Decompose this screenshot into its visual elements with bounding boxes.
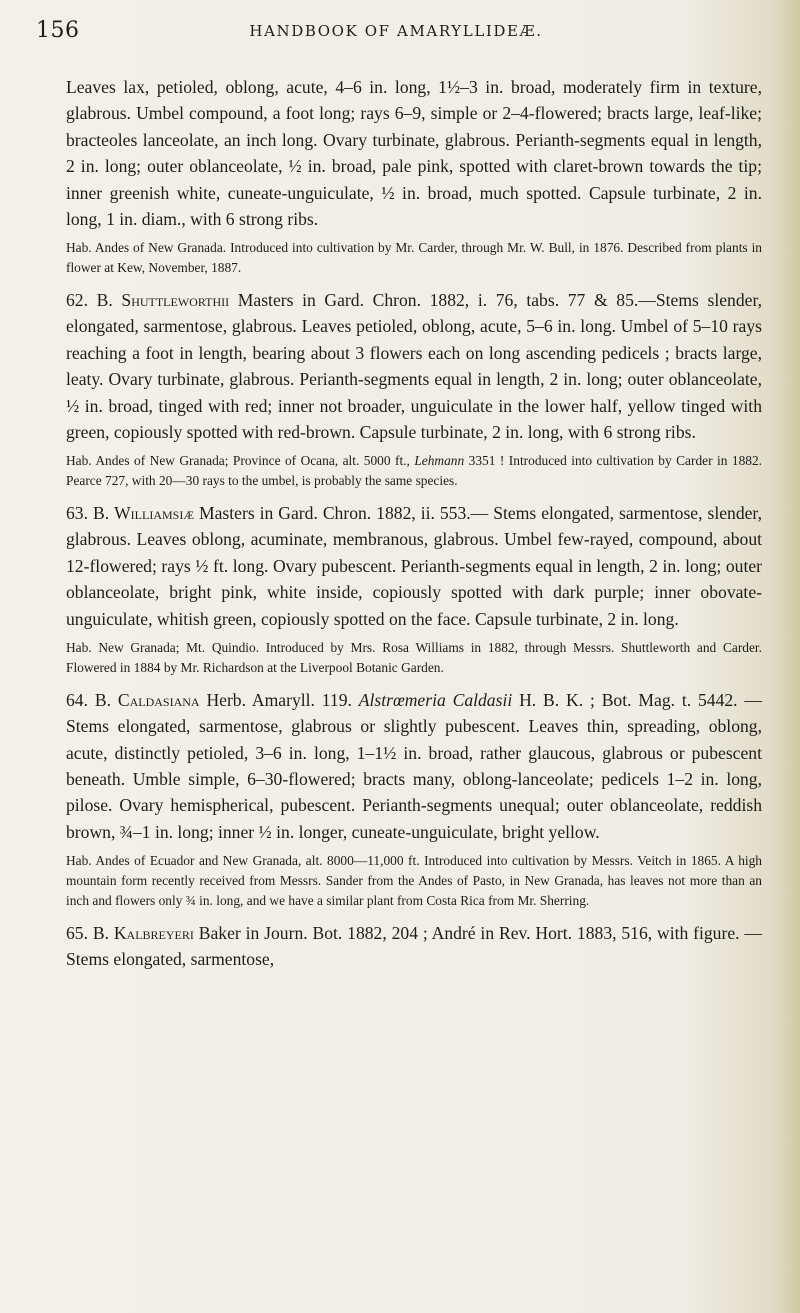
species-62-habitat xyxy=(66,451,762,491)
collector-name: Lehmann xyxy=(414,453,465,469)
species-description: — Stems elongated, sarmentose, glabrous or slightly pubescent. Leaves thin, spreading, oblong, acute, distinctly petioled, 3–6 in. long, 1–1½ in. broad, rather glaucous, glabrous or pubescent beneath. Umble simple, 6–30-flowered; bracts many, oblong-lanceolate; pedicels 1–2 in. long, pilose. Ovary hemispherical, pubescent. Perianth-segments unequal; outer oblanceolate, reddish brown, ¾–1 in. long; inner ½ in. longer, cuneate-unguiculate, bright yellow. xyxy=(66,689,763,842)
species-name: Shuttleworthii xyxy=(121,290,230,311)
species-citation: Masters in Gard. Chron. 1882, ii. 553. xyxy=(198,503,471,524)
species-citation: Masters in Gard. Chron. 1882, i. 76, tabs. 77 & 85. xyxy=(237,290,639,311)
species-64-habitat: Hab. Andes of Ecuador and New Granada, alt. 8000—11,000 ft. Introduced into cultivation by Messrs. Veitch in 1865. A high mountain form recently received from Messrs. Sander from the Andes of Pasto, in New Granada, has leaves not more than an inch and flowers only ¾ in. long, and we have a similar plant from Costa Rica from Mr. Sherring. xyxy=(66,853,762,908)
species-name: Williamsiæ xyxy=(114,503,194,524)
species-number: 64. B. xyxy=(66,689,111,710)
species-name: Caldasiana xyxy=(117,689,200,710)
species-citation: Baker in Journ. Bot. 1882, 204 ; André in Rev. Hort. 1883, 516, with figure. xyxy=(198,922,740,943)
species-number: 63. B. xyxy=(66,503,110,524)
species-62-text xyxy=(66,287,762,445)
species-entry-62 xyxy=(66,287,762,491)
page-edge-shading xyxy=(778,0,800,1313)
species-synonym: Alstrœmeria Caldasii xyxy=(358,689,513,710)
habitat-text-continued: 3351 ! Introduced into cultivation by Carder in 1882. Pearce 727, with 20—30 rays to the umbel, is probably the same species. xyxy=(66,453,762,489)
species-63-habitat: Hab. New Granada; Mt. Quindio. Introduced by Mrs. Rosa Williams in 1882, through Messrs. Shuttleworth and Carder. Flowered in 1884 by Mr. Richardson at the Liverpool Botanic Garden. xyxy=(66,640,762,675)
species-citation: Herb. Amaryll. 119. xyxy=(206,689,352,710)
species-name: Kalbreyeri xyxy=(113,922,194,943)
species-entry-64 xyxy=(66,687,762,911)
intro-description: Leaves lax, petioled, oblong, acute, 4–6 in. long, 1½–3 in. broad, moderately firm in texture, glabrous. Umbel compound, a foot long; rays 6–9, simple or 2–4-flowered; bracts large, leaf-like; bracteoles lanceolate, an inch long. Ovary turbinate, glabrous. Perianth-segments equal in length, 2 in. long; outer oblanceolate, ½ in. broad, pale pink, spotted with claret-brown towards the tip; inner greenish white, cuneate-unguiculate, ½ in. broad, much spotted. Capsule turbinate, 2 in. long, 1 in. diam., with 6 strong ribs. xyxy=(66,77,762,230)
running-head xyxy=(36,18,756,48)
species-63-text xyxy=(66,500,762,632)
habitat-text: Hab. Andes of New Granada; Province of Ocana, alt. 5000 ft., xyxy=(66,453,410,469)
page-number: 156 xyxy=(36,18,80,43)
intro-habitat: Hab. Andes of New Granada. Introduced into cultivation by Mr. Carder, through Mr. W. Bull, in 1876. Described from plants in flower at Kew, November, 1887. xyxy=(66,240,762,276)
species-description: —Stems slender, elongated, sarmentose, glabrous. Leaves petioled, oblong, acute, 5–6 in. long. Umbel of 5–10 rays reaching a foot in length, bearing about 3 flowers each on long ascending pedicels ; bracts large, leaty. Ovary turbinate, glabrous. Perianth-segments equal in length, 2 in. long; outer oblanceolate, ½ in. broad, tinged with red; inner not broader, unguiculate in the lower half, yellow tinged with green, copiously spotted with red-brown. Capsule turbinate, 2 in. long, with 6 strong ribs. xyxy=(66,290,763,443)
species-citation-secondary: H. B. K. ; Bot. Mag. t. 5442. xyxy=(519,689,738,710)
species-description: — Stems elongated, sarmentose, xyxy=(66,922,762,969)
species-65-text xyxy=(66,920,762,973)
species-description: — Stems elongated, sarmentose, slender, glabrous. Leaves oblong, acuminate, membranous, glabrous. Umbel few-rayed, compound, about 12-flowered; rays ½ ft. long. Ovary pubescent. Perianth-segments equal in length, 2 in. long; outer oblanceolate, bright pink, white inside, copiously spotted with dark purple; inner obovate-unguiculate, whitish green, copiously spotted on the face. Capsule turbinate, 2 in. long. xyxy=(66,503,762,629)
species-entry-65 xyxy=(66,920,762,973)
species-number: 62. B. xyxy=(66,290,113,311)
text-body xyxy=(66,74,762,972)
running-title: HANDBOOK OF AMARYLLIDEÆ. xyxy=(249,22,543,40)
species-entry-63 xyxy=(66,500,762,678)
species-number: 65. B. xyxy=(66,922,109,943)
species-64-text xyxy=(66,687,762,845)
